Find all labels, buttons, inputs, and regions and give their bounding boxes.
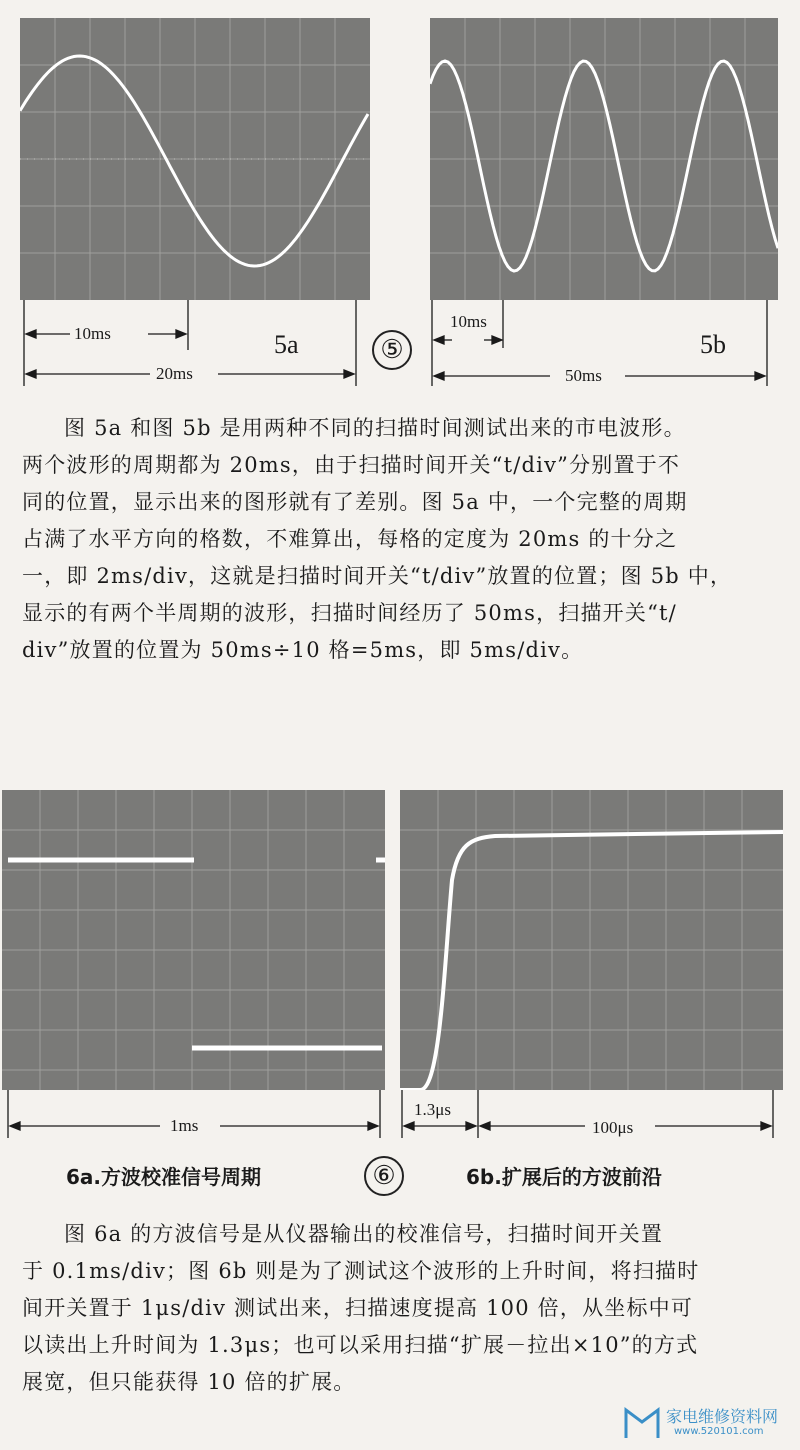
watermark-text: 家电维修资料网 bbox=[666, 1407, 779, 1426]
rising-edge-trace-6b bbox=[400, 832, 783, 1090]
paragraph-1-line: 同的位置，显示出来的图形就有了差别。图 5a 中，一个完整的周期 bbox=[22, 490, 688, 514]
scope-screen-5b bbox=[430, 18, 778, 300]
paragraph-1-line: div”放置的位置为 50ms÷10 格=5ms，即 5ms/div。 bbox=[22, 638, 584, 662]
watermark-url: www.520101.com bbox=[674, 1426, 764, 1437]
scope-screen-6a bbox=[2, 790, 385, 1090]
paragraph-2-line: 图 6a 的方波信号是从仪器输出的校准信号，扫描时间开关置 bbox=[64, 1222, 664, 1246]
paragraph-2-line: 间开关置于 1μs/div 测试出来，扫描速度提高 100 倍，从坐标中可 bbox=[22, 1296, 694, 1320]
paragraph-2-line: 于 0.1ms/div；图 6b 则是为了测试这个波形的上升时间，将扫描时 bbox=[22, 1259, 700, 1283]
scope-5a-graphic bbox=[20, 18, 370, 300]
figure-5a-label: 5a bbox=[274, 330, 299, 359]
dim-5b-full-width: 50ms bbox=[565, 366, 602, 385]
dim-5a-half-period: 10ms bbox=[74, 324, 111, 343]
scope-screen-6b bbox=[400, 790, 783, 1090]
watermark-logo-icon bbox=[622, 1404, 662, 1442]
sine-trace-5b bbox=[430, 61, 778, 271]
scope-6a-graphic bbox=[2, 790, 385, 1090]
caption-6b: 6b.扩展后的方波前沿 bbox=[466, 1165, 662, 1189]
figure6-dimension-lines bbox=[0, 1090, 800, 1140]
dim-6b-rise-time: 1.3μs bbox=[414, 1100, 451, 1119]
paragraph-1-line: 两个波形的周期都为 20ms，由于扫描时间开关“t/div”分别置于不 bbox=[22, 453, 681, 477]
figure-6-badge: ⑥ bbox=[364, 1156, 404, 1196]
figure-5-badge: ⑤ bbox=[372, 330, 412, 370]
square-wave-6a bbox=[8, 860, 385, 1048]
paragraph-1-line: 占满了水平方向的格数，不难算出，每格的定度为 20ms 的十分之 bbox=[22, 527, 678, 551]
paragraph-2 bbox=[22, 1216, 782, 1401]
paragraph-1-line: 显示的有两个半周期的波形，扫描时间经历了 50ms，扫描开关“t/ bbox=[22, 601, 677, 625]
paragraph-1-line: 图 5a 和图 5b 是用两种不同的扫描时间测试出来的市电波形。 bbox=[64, 416, 686, 440]
paragraph-2-line: 以读出上升时间为 1.3μs；也可以采用扫描“扩展－拉出×10”的方式 bbox=[22, 1333, 699, 1357]
dim-6a-width: 1ms bbox=[170, 1116, 199, 1135]
sine-trace-5a bbox=[20, 56, 368, 266]
dim-5a-full-width: 20ms bbox=[156, 364, 193, 383]
paragraph-1-line: 一，即 2ms/div，这就是扫描时间开关“t/div”放置的位置；图 5b 中， bbox=[22, 564, 733, 588]
paragraph-1 bbox=[22, 410, 782, 669]
caption-6a: 6a.方波校准信号周期 bbox=[66, 1165, 262, 1189]
scope-6b-graphic bbox=[400, 790, 783, 1090]
scope-screen-5a bbox=[20, 18, 370, 300]
site-watermark bbox=[622, 1404, 792, 1442]
scope-5b-graphic bbox=[430, 18, 778, 300]
dim-5b-half-period: 10ms bbox=[450, 312, 487, 331]
paragraph-2-line: 展宽，但只能获得 10 倍的扩展。 bbox=[22, 1370, 356, 1394]
figure-5b-label: 5b bbox=[700, 330, 726, 359]
dim-6b-width: 100μs bbox=[592, 1118, 634, 1137]
